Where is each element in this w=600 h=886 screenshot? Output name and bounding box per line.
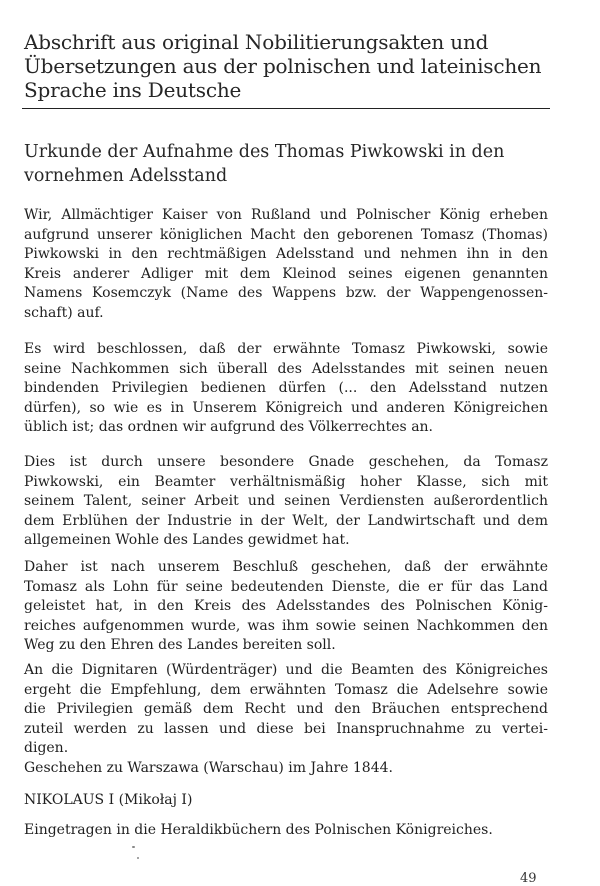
document-title-line: vornehmen Adelsstand <box>24 166 228 186</box>
text-line: seine Nachkommen sich überall des Adelsstandes mit seinen neuen <box>24 360 548 377</box>
text-line: Kreis anderer Adliger mit dem Kleinod seines eigenen genannten <box>24 265 548 282</box>
document-title-line: Urkunde der Aufnahme des Thomas Piwkowski in den <box>24 142 505 162</box>
text-line: geleistet hat, in den Kreis des Adelsstandes des Polnischen König- <box>24 598 548 615</box>
text-line: Geschehen zu Warszawa (Warschau) im Jahre 1844. <box>24 759 393 776</box>
text-line: An die Dignitaren (Würdenträger) und die Beamten des Königreiches <box>24 662 548 678</box>
text-line: Piwkowski, ein Beamter verhältnismäßig hoher Klasse, sich mit <box>24 473 548 490</box>
text-line: Tomasz als Lohn für seine bedeutenden Dienste, die er für das Land <box>24 578 548 595</box>
heading-line: Sprache ins Deutsche <box>24 78 242 102</box>
paragraph-reward <box>24 558 548 656</box>
paragraph-resolution <box>24 340 548 438</box>
text-line: Dies ist durch unsere besondere Gnade geschehen, da Tomasz <box>24 454 548 470</box>
heading-divider <box>22 108 550 109</box>
text-line: Namens Kosemczyk (Name des Wappens bzw. der Wappengenossen- <box>24 285 548 302</box>
text-line: Wir, Allmächtiger Kaiser von Rußland und Polnischer König erheben <box>24 207 548 223</box>
text-line: dem Erblühen der Industrie in der Welt, der Landwirtschaft und dem <box>24 512 548 529</box>
paragraph-grace <box>24 453 548 551</box>
text-line: aufgrund unserer königlichen Macht den geborenen Tomasz (Thomas) <box>24 226 548 243</box>
paragraph-decree <box>24 206 548 324</box>
document-title <box>24 140 564 188</box>
text-line: Piwkowski in den rechtmäßigen Adelsstand und nehmen ihn in den <box>24 246 548 263</box>
page-number: 49 <box>520 871 537 886</box>
registry-note: Eingetragen in die Heraldikbüchern des Polnischen Königreiches. <box>24 822 493 838</box>
heading-line: Übersetzungen aus der polnischen und lateinischen <box>24 54 542 78</box>
text-line: allgemeinen Wohle des Landes gewidmet hat. <box>24 532 350 549</box>
scan-speck <box>137 857 139 859</box>
text-line: Es wird beschlossen, daß der erwähnte Tomasz Piwkowski, sowie <box>24 341 548 357</box>
text-line: zuteil werden zu lassen und diese bei Inanspruchnahme zu vertei- <box>24 720 548 737</box>
text-line: reiches aufgenommen wurde, was ihm sowie seinen Nachkommen den <box>24 617 548 634</box>
text-line: die Privilegien gemäß dem Recht und den Bräuchen entsprechend <box>24 701 548 718</box>
text-line: digen. <box>24 740 69 757</box>
paragraph-recommendation <box>24 661 548 779</box>
page-heading <box>24 30 564 102</box>
text-line: ergeht die Empfehlung, dem erwähnten Tomasz die Adelsehre sowie <box>24 681 548 698</box>
text-line: bindenden Privilegien bedienen dürfen (... den Adelsstand nutzen <box>24 380 548 397</box>
signature-line: NIKOLAUS I (Mikołaj I) <box>24 792 193 808</box>
scan-speck <box>132 846 135 848</box>
text-line: Weg zu den Ehren des Landes bereiten soll. <box>24 637 336 654</box>
heading-line: Abschrift aus original Nobilitierungsakten und <box>24 30 489 54</box>
text-line: üblich ist; das ordnen wir aufgrund des Völkerrechtes an. <box>24 419 434 436</box>
text-line: dürfen), so wie es in Unserem Königreich und anderen Königreichen <box>24 399 548 416</box>
text-line: Daher ist nach unserem Beschluß geschehen, daß der erwähnte <box>24 559 548 575</box>
text-line: schaft) auf. <box>24 304 104 321</box>
text-line: seinem Talent, seiner Arbeit und seinen Verdiensten außerordentlich <box>24 493 548 510</box>
